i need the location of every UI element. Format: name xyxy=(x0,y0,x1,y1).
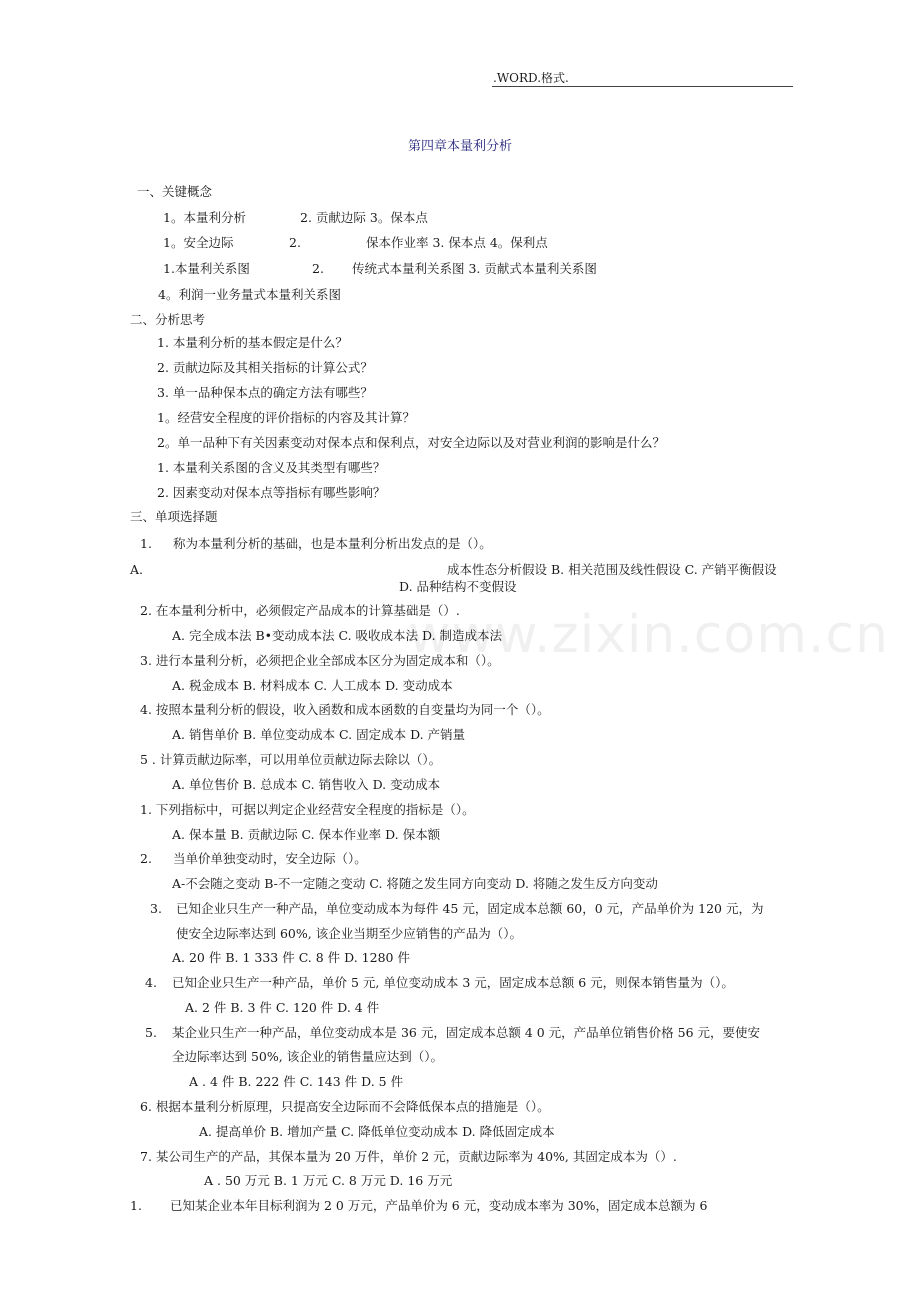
question-item: 2. 贡献边际及其相关指标的计算公式？ xyxy=(157,360,373,375)
mc-question: 6. 根据本量利分析原理，只提高安全边际而不会降低保本点的措施是（）。 xyxy=(140,1099,550,1114)
mc-question: 7. 某公司生产的产品，其保本量为 20 万件，单价 2 元，贡献边际率为 40%, 其固定成本为（）. xyxy=(140,1149,677,1164)
concept-line1-a: 1。本量利分析 xyxy=(163,210,246,225)
mc-options: A. 保本量 B. 贡献边际 C. 保本作业率 D. 保本额 xyxy=(172,827,441,842)
mc-options: A-不会随之变动 B-不一定随之变动 C. 将随之发生同方向变动 D. 将随之发生反方向变动 xyxy=(172,876,658,891)
mc-number: 1. xyxy=(130,1198,142,1213)
mc-options: 成本性态分析假设 B. 相关范围及线性假设 C. 产销平衡假设 xyxy=(447,562,777,577)
mc-question: 5 . 计算贡献边际率，可以用单位贡献边际去除以（）。 xyxy=(140,752,442,767)
section3-heading: 三、单项选择题 xyxy=(130,509,218,524)
mc-question-cont: 使安全边际率达到 60%, 该企业当期至少应销售的产品为（）。 xyxy=(176,926,522,941)
concept-line2-c: 保本作业率 3. 保本点 4。保利点 xyxy=(366,235,548,250)
concept-line2-a: 1。安全边际 xyxy=(163,235,234,250)
concept-line1-b: 2. 贡献边际 3。保本点 xyxy=(300,210,428,225)
mc-number: 2. xyxy=(140,851,152,866)
mc-options: A. 完全成本法 B•变动成本法 C. 吸收成本法 D. 制造成本法 xyxy=(172,628,503,643)
mc-question: 2. 在本量利分析中，必须假定产品成本的计算基础是（）. xyxy=(140,603,460,618)
mc-question-cont: 全边际率达到 50%, 该企业的销售量应达到（）。 xyxy=(172,1049,443,1064)
concept-line4: 4。利润一业务量式本量利关系图 xyxy=(158,287,341,302)
mc-options: A. 单位售价 B. 总成本 C. 销售收入 D. 变动成本 xyxy=(172,777,441,792)
mc-question: 当单价单独变动时，安全边际（）。 xyxy=(173,851,367,866)
question-item: 2。单一品种下有关因素变动对保本点和保利点，对安全边际以及对营业利润的影响是什么？ xyxy=(157,435,665,450)
mc-question: 已知某企业本年目标利润为 2 0 万元，产品单价为 6 元，变动成本率为 30%，固定成本总额为 6 xyxy=(170,1198,708,1213)
mc-options: A. 20 件 B. 1 333 件 C. 8 件 D. 1280 件 xyxy=(172,950,410,965)
section2-heading: 二、分析思考 xyxy=(130,312,206,327)
mc-question: 已知企业只生产一种产品，单位变动成本为每件 45 元，固定成本总额 60，0 元，产品单价为 120 元，为 xyxy=(176,901,764,916)
mc-number: 3. xyxy=(150,901,162,916)
mc-options: A . 50 万元 B. 1 万元 C. 8 万元 D. 16 万元 xyxy=(204,1173,453,1188)
question-item: 1。经营安全程度的评价指标的内容及其计算？ xyxy=(157,410,415,425)
mc-number: 4. xyxy=(145,975,157,990)
mc-options: A. 提高单价 B. 增加产量 C. 降低单位变动成本 D. 降低固定成本 xyxy=(199,1124,555,1139)
page-header: .WORD.格式. xyxy=(493,71,569,85)
mc-options: A. 税金成本 B. 材料成本 C. 人工成本 D. 变动成本 xyxy=(172,678,453,693)
mc-options: A. 2 件 B. 3 件 C. 120 件 D. 4 件 xyxy=(185,1000,380,1015)
concept-line3-c: 传统式本量利关系图 3. 贡献式本量利关系图 xyxy=(352,261,597,276)
mc-options: A. 销售单价 B. 单位变动成本 C. 固定成本 D. 产销量 xyxy=(172,727,466,742)
mc-question: 1. 下列指标中，可据以判定企业经营安全程度的指标是（）。 xyxy=(140,802,475,817)
mc-question: 4. 按照本量利分析的假设，收入函数和成本函数的自变量均为同一个（）。 xyxy=(140,702,550,717)
concept-line3-a: 1.本量利关系图 xyxy=(163,261,250,276)
concept-line2-b: 2. xyxy=(289,235,301,250)
question-item: 1. 本量利关系图的含义及其类型有哪些？ xyxy=(157,460,386,475)
concept-line3-b: 2. xyxy=(312,261,324,276)
mc-options: A . 4 件 B. 222 件 C. 143 件 D. 5 件 xyxy=(189,1074,404,1089)
mc-option-label: A. xyxy=(130,562,144,577)
section1-heading: 一、关键概念 xyxy=(137,184,213,199)
mc-question: 已知企业只生产一种产品，单价 5 元, 单位变动成本 3 元，固定成本总额 6 元，则保本销售量为（）。 xyxy=(172,975,734,990)
question-item: 3. 单一品种保本点的确定方法有哪些？ xyxy=(157,385,373,400)
mc-question: 3. 进行本量利分析，必须把企业全部成本区分为固定成本和（）。 xyxy=(140,653,500,668)
mc-question: 某企业只生产一种产品，单位变动成本是 36 元，固定成本总额 4 0 元，产品单位销售价格 56 元，要使安 xyxy=(172,1025,761,1040)
mc-options: D. 品种结构不变假设 xyxy=(399,579,517,594)
chapter-title: 第四章本量利分析 xyxy=(407,139,512,154)
question-item: 2. 因素变动对保本点等指标有哪些影响？ xyxy=(157,485,386,500)
mc-number: 1. xyxy=(140,536,152,551)
header-rule xyxy=(492,86,793,87)
mc-question: 称为本量利分析的基础，也是本量利分析出发点的是（）。 xyxy=(173,536,492,551)
mc-number: 5. xyxy=(145,1025,157,1040)
question-item: 1. 本量利分析的基本假定是什么？ xyxy=(157,335,348,350)
watermark: www.zixin.com.cn xyxy=(408,605,889,665)
